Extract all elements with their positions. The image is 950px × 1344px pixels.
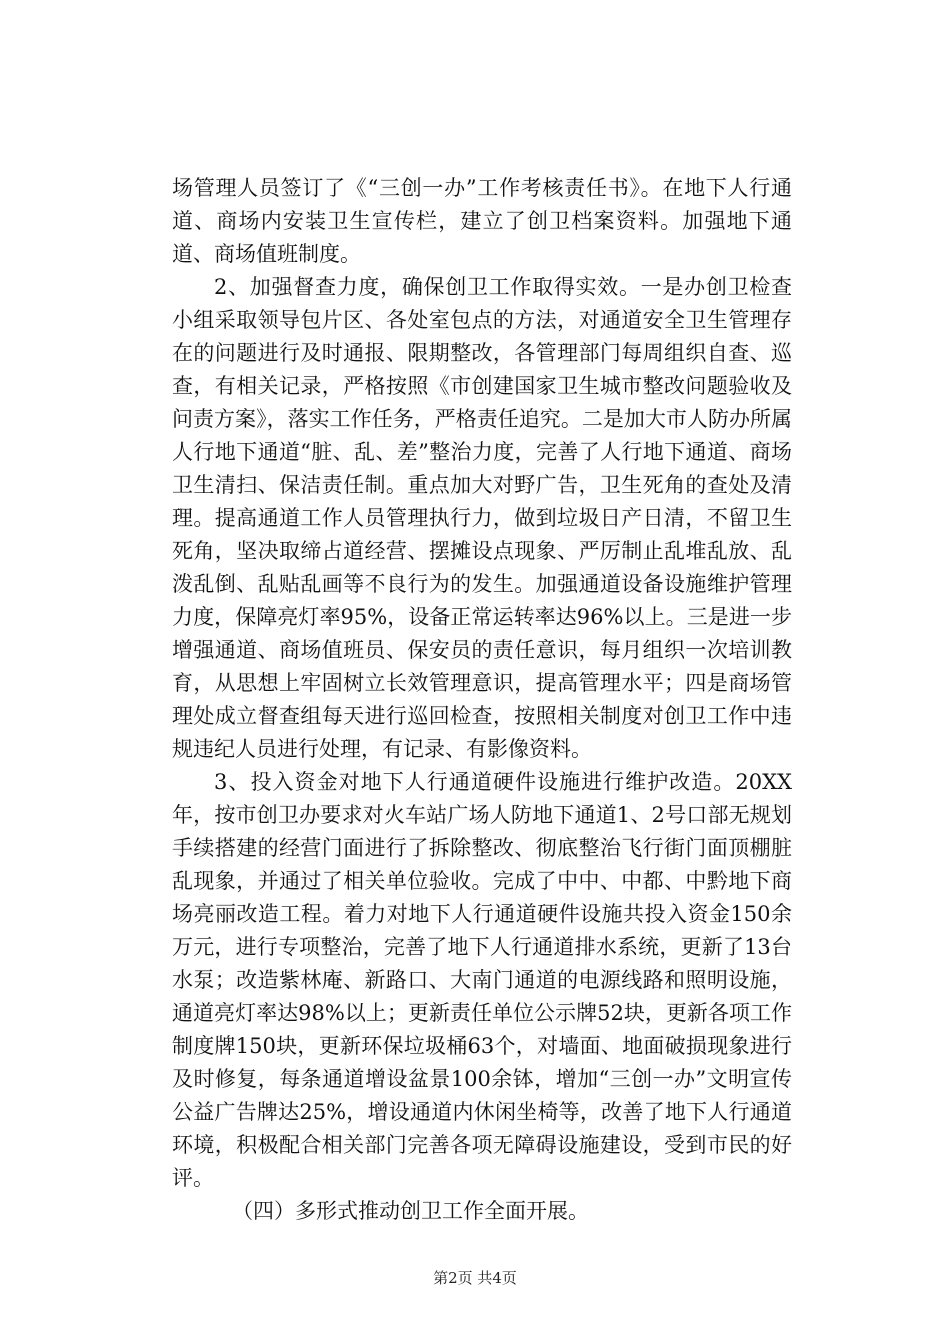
section-heading-4: （四）多形式推动创卫工作全面开展。 <box>232 1199 589 1223</box>
document-body <box>172 172 792 1228</box>
paragraph-continued: 场管理人员签订了《“三创一办”工作考核责任书》。在地下人行通道、商场内安装卫生宣传栏，建立了创卫档案资料。加强地下通道、商场值班制度。 <box>172 176 792 266</box>
paragraph-item-2: 2、加强督查力度，确保创卫工作取得实效。一是办创卫检查小组采取领导包片区、各处室包点的方法，对通道安全卫生管理存在的问题进行及时通报、限期整改，各管理部门每周组织自查、巡查，有相关记录，严格按照《市创建国家卫生城市整改问题验收及问责方案》，落实工作任务，严格责任追究。二是加大市人防办所属人行地下通道“脏、乱、差”整治力度，完善了人行地下通道、商场卫生清扫、保洁责任制。重点加大对野广告，卫生死角的查处及清理。提高通道工作人员管理执行力，做到垃圾日产日清，不留卫生死角，坚决取缔占道经营、摆摊设点现象、严厉制止乱堆乱放、乱泼乱倒、乱贴乱画等不良行为的发生。加强通道设备设施维护管理力度，保障亮灯率95%，设备正常运转率达96%以上。三是进一步增强通道、商场值班员、保安员的责任意识，每月组织一次培训教育，从思想上牢固树立长效管理意识，提高管理水平；四是商场管理处成立督查组每天进行巡回检查，按照相关制度对创卫工作中违规违纪人员进行处理，有记录、有影像资料。 <box>172 275 792 761</box>
paragraph-item-3: 3、投入资金对地下人行通道硬件设施进行维护改造。20XX年，按市创卫办要求对火车站广场人防地下通道1、2号口部无规划手续搭建的经营门面进行了拆除整改、彻底整治飞行街门面顶棚脏乱现象，并通过了相关单位验收。完成了中中、中都、中黔地下商场亮丽改造工程。着力对地下人行通道硬件设施共投入资金150余万元，进行专项整治，完善了地下人行通道排水系统，更新了13台水泵；改造紫林庵、新路口、大南门通道的电源线路和照明设施，通道亮灯率达98%以上；更新责任单位公示牌52块，更新各项工作制度牌150块，更新环保垃圾桶63个，对墙面、地面破损现象进行及时修复，每条通道增设盆景100余钵，增加“三创一办”文明宣传公益广告牌达25%，增设通道内休闲坐椅等，改善了地下人行通道环境，积极配合相关部门完善各项无障碍设施建设，受到市民的好评。 <box>172 770 792 1190</box>
page-number-footer: 第2页 共4页 <box>433 1269 517 1287</box>
